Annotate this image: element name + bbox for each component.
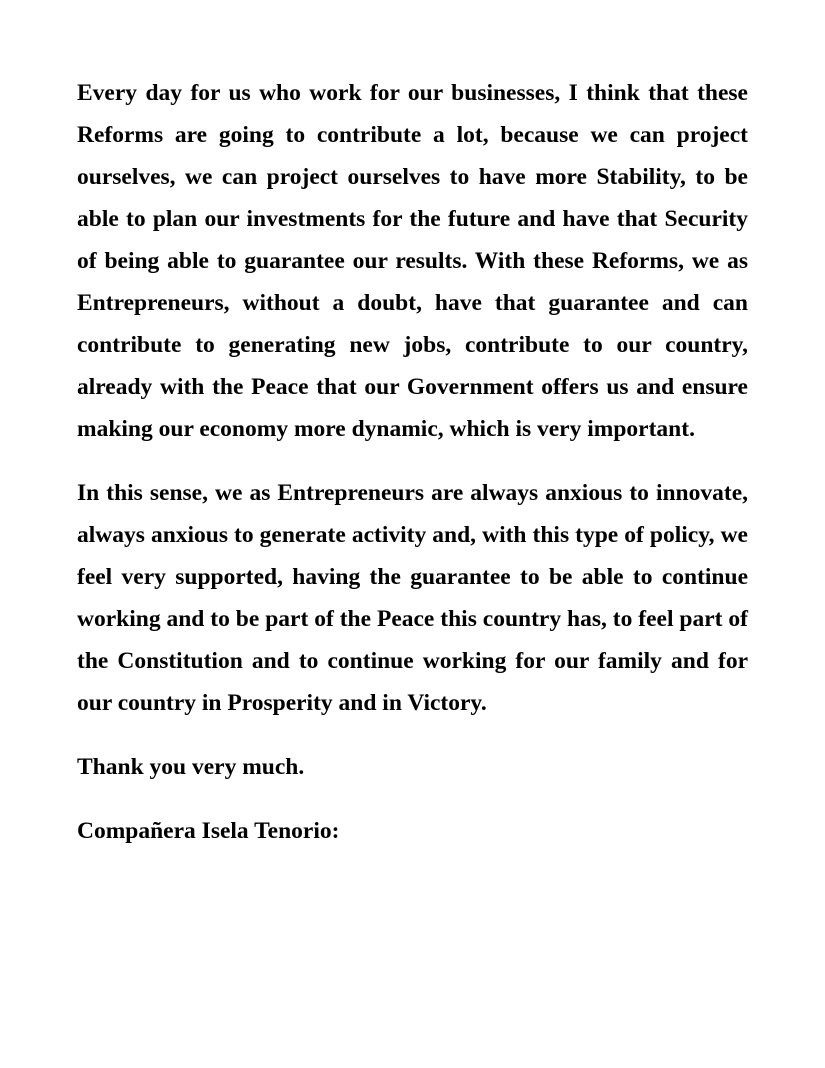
speaker-label: Compañera Isela Tenorio:	[77, 818, 340, 844]
document-page	[77, 72, 748, 874]
body-paragraph-1: Every day for us who work for our businesses, I think that these Reforms are going to contribute a lot, because we can project ourselves, we can project ourselves to have more Stability, to be able to plan our investments for the future and have that Security of being able to guarantee our results. With these Reforms, we as Entrepreneurs, without a doubt, have that guarantee and can contribute to generating new jobs, contribute to our country, already with the Peace that our Government offers us and ensure making our economy more dynamic, which is very important.	[77, 80, 748, 442]
body-paragraph-2: In this sense, we as Entrepreneurs are always anxious to innovate, always anxious to generate activity and, with this type of policy, we feel very supported, having the guarantee to be able to continue working and to be part of the Peace this country has, to feel part of the Constitution and to continue working for our family and for our country in Prosperity and in Victory.	[77, 480, 748, 716]
closing-line: Thank you very much.	[77, 754, 305, 780]
